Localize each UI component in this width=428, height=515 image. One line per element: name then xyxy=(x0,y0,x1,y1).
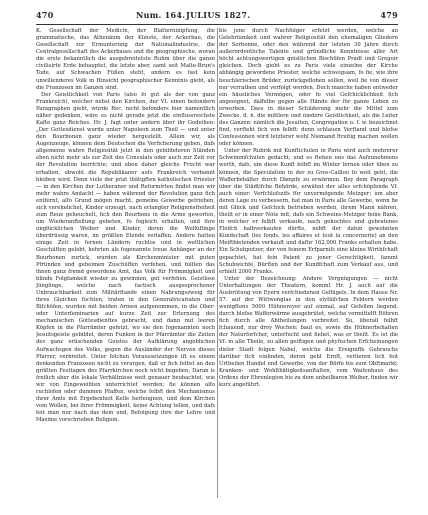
page-number-right: 479 xyxy=(380,10,398,20)
page-header xyxy=(36,10,398,24)
right-paragraph: bis jene durch Nachfolger erfetzt werden, welche an Gelehrfamkeit und wahrer Religiosität den ehemaligen Gliedern der Sorbonne, oder den während der letzten 30 Jahre durch außerordentliche Talente und gründliche Kenntnisse aller Art höcht achtungswertigen geistlichen Bischöfen Pradt und Gregoir gleichen. Doch giebt es zu Paris viele einzelne der Kirche abhängig gewordene Priester, welche schweigsam, fo fie, wie ihre heuchlerischen Brüder, zurückgeflohen sollen, weil fie von dieser nur verrathen und verfolgt werden. Doch manche haben entweder ein häusliches Vermögen, oder fo viel Gefchicklichkeit fich angeeignet, daffelbe gegen alle Hände der für ganze Leben zu erwerben. Dass in dieser Schilderung mehr die Mittel zum Zwecke, d. h. die mittlere und niedere Geistlichkeit, als die Leiter des Ganzen: nämlich die Jesuiten, Congregation u. f. w. bezeichnet find, verfteht fich von felbft: denn schlauen Verftand und blofse Confessionen wird letzterer wohl Niemand ftreitig machen wollen oder können. xyxy=(219,28,398,148)
issue-number: Num. 164. xyxy=(136,10,186,20)
page-number-left: 470 xyxy=(36,10,54,20)
left-paragraph: K. Gesellschaft der Medicin, der Blatterninipfung, die grammatische, das Athenäum der Künste, der Ackerbau, die Gesellschaft zur Ermunterung der Nationalindustrie, die Centralgesellschaft des Ackerbaues und die geographische, woran die erste bekanntlich die ausgebreitetste Ruhm über die ganze civilisirte Erde behauptet, die letzte aber, samt seit Malte-Brun's Tode, auf Schwachen Füßen steht, andern es fast kein unwillenderes Volk in Hinsicht geographischer Kenntnis giebt, als die Franzosen im Ganzen sind. xyxy=(36,28,215,91)
left-paragraph: Der Geistlichkeit von Paris (also fo gut als der von ganz Frankreich), welcher nebst den Kirchen, der VI. einen befondern Paragraphen giebt, würde Rec. nicht befonders hier namentlich näher gedenken, wäre es nicht gerade jetzt die einflussreichste Kafte ganz Reiches. Hr. J. fagt unter andern über ihr Gedeihen: „Der Gottesdienst wurde unter Napoleon zum Theil — und unter den Bourbonen ganz wieder hergestellt. Allein wir, als Augenzeuge, können dem Deutschen die Verficherung geben, dafs allgemeine wahre Religiosität jetzt in den gebildeteren Ständen eben nicht mehr als zur Zeit des Consulats oder auch zur Zeit vor der Revolution herrfchte; und eben daher gleiche Frucht war erhalten, obwohl die Republikaner aufs Frankreich verbannt bleiben wird. Denn viele der jetzt thätigften katholischen Priester — in den Kirchen der Lutheraner und Reformirten findet man wir mehr wahre Andacht — haben während der Revolution ganz fich entfernt, alfo Grund mögen macht, gemeine Gewerbe getrieben, sich verehelichet, Kinder erzeugt, nach erlangter Religionsfreiheit zum Reue geheuchelt, fich den Bourbons in die Arme geworfen, um Wiederanftellung gebeten, fo fogleich erhalten, und ihre unglücklichen Weiber und Kinder, deren die Wollüftinge überdrüssig waren, im größten Elende verlaffen. Andere hatten einige Zeit in fernen Ländern ruchlos und in weltlichen Geschäften gelebt, kehrten als fogenannte treue Anhänger an der Bourbonen zurück, wurden als Kirchenminister mit guten Pfründen und geheimen Zuschüffen verfehen, und follten das ihnen ganz fremd gewordene Amt, das Volk für Frömmigkeit und blinde Folgfamkeit wieder zu gewinnen, gut verfehen. Geistlose Jünglinge, welche nach factisch ausgesprochener Unbrauchbarkeit zum Militärftande einen Nahrungszweig für ihres Gleichen fuchten, traten in den Generalvicariaten und Bifchöfen, wurden mit beiden Armen aufgenommen, in die Ober- oder Unterfeminarien auf kurze Zeit zur Erlernung des mechanischen Gottesdienftes gebracht, und dann mit leeren Köpfen in die Pfarrämter gefetzt, wo sie den fogenannten noch Jesuitsgeiste gebildet, deren Funken in der Pfarrämter die Zeiten des ganz erlischenden Geistes der Aufklärung angeblichen Aufwachsgen des Volks, gegen die Ausländer der Nerven dieses Pfarrer, verbreitet. Unter folchen Voraussetzungen ift es einem denkenden Franzosen nicht zu verargen, daß er fich felbst an den größten Festtagen des Pfarrkirchen noch nicht begeben, Daran is freilich aber die lokale Verhältnisse weit genauer beobachtet, wie wir von Eingeweihten unterrichtet worden; fie können alfo ruchlofen oder dummen Pfaffen, welche felbft den Mechanismus ihrer Amts mit Ergebenheit Kelle herleugnen, und dem Kirchen vom Wollen, bei ihrer Frömmigkeit, keine Achtung tollen, und dafs feit man nur nach das dem und, Befolgung ihre der Lehre und Maxime vorschrieben Religion. xyxy=(36,91,215,424)
issue-date: JULIUS 1827. xyxy=(186,10,251,20)
right-paragraph: Unter der Bezeichnung: Andere Vergnügungen — nicht Unterhaltungen der Theatern, kommt Hr. J. auch auf die Ausbrütung von Eyern verfchiedenen Geflügels. In dem Hause Nr. 57. auf der Wittwenglas in den elyfäifchen Feldern werden wenigftens 5000 Hühnereyer auf einmal, auf Gefellen liegend, durch blofse Wafferwärme ausgebrütet, welche vermittelft Röhren fich durch alle Abtheilungen verbreitet. So, überall felbft fchauend, nur drey Wochen; baut es, sowie die Hühnerbehalten der Naturforfcher, unterfucht und fiehet, was er theilt. Es ist die Vf. in alle Theile, zu allen geiftigen und phyfischen Erfcheinungen dieler Stadt folgen Nabel, welche die Ereigniffe Gebrauchs darüber fich einlinden, deren geht Ernft, verlieren lich feit Urtheilen Handel und Gewerbe, von der Börfe bis zum Obftmarkt; Kranken- und Wohlthätigkeitsanftalten, vom Waifenhaus des Ordens der Ehrenlegion bis zu dem unbeilbaren Weiber, finden wir kurz angeführt. xyxy=(219,275,398,388)
column-divider xyxy=(217,28,218,498)
right-column xyxy=(219,28,398,500)
left-column xyxy=(36,28,215,500)
header-rule xyxy=(36,24,398,25)
right-paragraph: Unter der Rubrik mit Kunftichulen in Paris wird auch mehrerer Schwimmfchulen gedacht, und es ftehen uns das Aufzunehmens werth, dafs, um diese Kunft felbft im Winter lernen oder üben zu können, die Speculation in der zu Gros-Caillou fo weit geht, die Wafferbehälter durch Dämpfe zu erwärmen. Bey dem Paragraph über die Städtifche Behörde, erwähnt der alles erfchöpfende Vf. auch einer: Verfchlufszifs für unvermögende Metzger; um aber deren Lage zu verbessern, hat man in Paris alle Gewerbe, wenn fie mit Glück und Gefchick betrieben werden, ihrem Mann nähren, theilt er in einer Note mit, dafs ein Schweins-Metzger feine Bank, in welcher er felbft verkaufe, nach gekochtes und gebratenes Fleifch halbverkaufen dürfte, nebft der dahin gewohnten Kundschaft (les fonds, les affaires et tout la concernerie) an den Meiftbietenden verkauft und dafür 162,000 Franks erhalten habe. Ein Schuhputzer, der von feinem Erfparnifs eine kleine Wirthfchaft gepachtet, hat fein Patent zu jener Gerechtigkeit, fammt Schuhwichfe, Bürften und der Kundfchaft zum Verkauf aus, und erhielt 2000 Franks. xyxy=(219,148,398,275)
